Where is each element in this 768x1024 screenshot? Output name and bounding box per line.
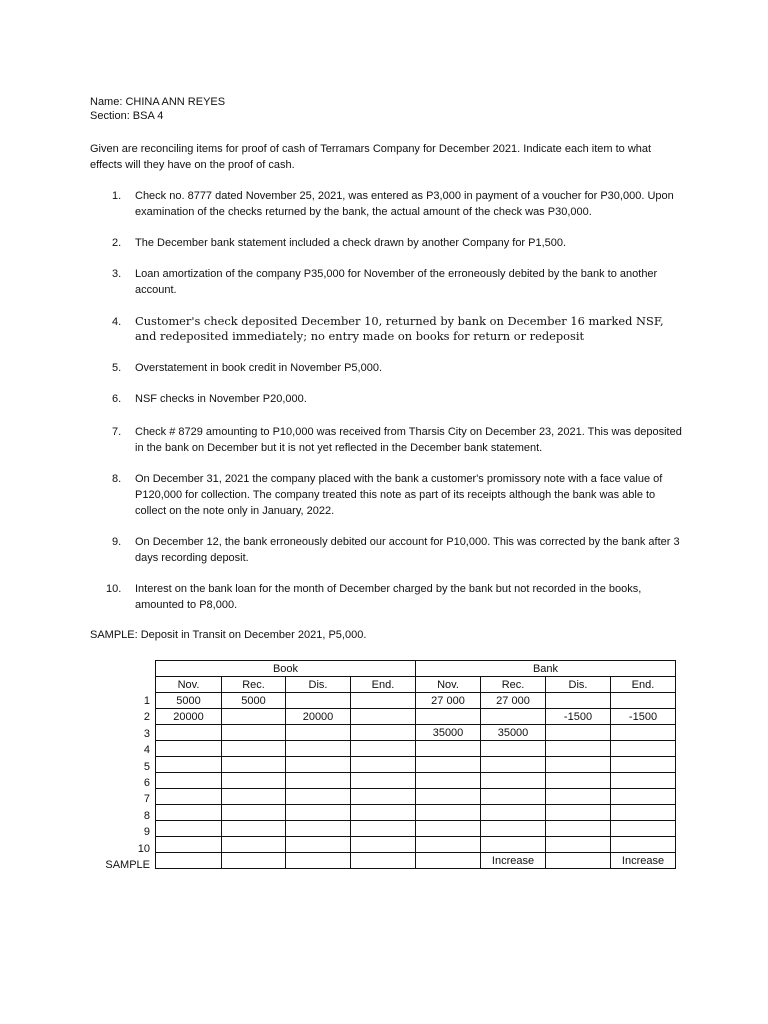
column-header: Rec.	[481, 677, 546, 693]
column-header: End.	[611, 677, 676, 693]
item-number: 7.	[112, 426, 122, 438]
list-item	[112, 235, 682, 251]
column-header-row	[156, 677, 676, 693]
row-label: 3	[143, 727, 150, 740]
item-number: 2.	[112, 237, 122, 249]
table-cell	[481, 709, 546, 725]
table-cell	[546, 837, 611, 853]
table-cell	[222, 789, 286, 805]
bank-header: Bank	[416, 661, 676, 677]
column-header: Nov.	[416, 677, 481, 693]
table-row	[156, 789, 676, 805]
table-row	[156, 805, 676, 821]
table-cell	[156, 853, 222, 869]
item-text: On December 31, 2021 the company placed with the bank a customer's promissory note with a face value of P120,000 for collection. The company treated this note as part of its receipts although the bank was able to collect on the note only in January, 2022.	[135, 473, 663, 517]
list-item	[112, 471, 682, 519]
table-cell	[156, 725, 222, 741]
table-cell	[351, 805, 416, 821]
table-cell	[416, 773, 481, 789]
table-cell	[156, 837, 222, 853]
table-cell	[286, 805, 351, 821]
table-cell	[222, 709, 286, 725]
table-cell	[286, 837, 351, 853]
table-cell	[481, 789, 546, 805]
table-cell	[481, 757, 546, 773]
table-cell	[546, 741, 611, 757]
table-row	[156, 693, 676, 709]
row-label: 2	[143, 711, 150, 724]
table-cell	[611, 741, 676, 757]
table-cell	[481, 821, 546, 837]
proof-of-cash-table	[155, 660, 676, 869]
row-label: 5	[143, 760, 150, 773]
column-header: Nov.	[156, 677, 222, 693]
item-text: The December bank statement included a check drawn by another Company for P1,500.	[135, 237, 567, 249]
table-row	[156, 821, 676, 837]
row-label: 4	[143, 744, 150, 757]
table-cell	[546, 805, 611, 821]
table-cell	[546, 853, 611, 869]
table-cell: -1500	[611, 709, 676, 725]
table-row	[156, 741, 676, 757]
table-cell	[222, 725, 286, 741]
table-cell	[481, 805, 546, 821]
table-cell: Increase	[611, 853, 676, 869]
row-label: 8	[143, 809, 150, 822]
column-header: Dis.	[546, 677, 611, 693]
student-name: Name: CHINA ANN REYES	[90, 96, 226, 108]
table-cell	[286, 773, 351, 789]
list-item	[112, 424, 682, 456]
table-cell: 20000	[286, 709, 351, 725]
table-cell	[546, 821, 611, 837]
row-label: 1	[143, 695, 150, 707]
item-text: Interest on the bank loan for the month of December charged by the bank but not recorded in the books, amounted to P8,000.	[135, 583, 642, 611]
table-row	[156, 757, 676, 773]
table-row	[156, 773, 676, 789]
item-number: 4.	[112, 316, 122, 328]
table-cell	[351, 709, 416, 725]
column-header: Dis.	[286, 677, 351, 693]
table-cell	[611, 821, 676, 837]
table-cell	[546, 725, 611, 741]
table-cell	[481, 837, 546, 853]
table-cell	[546, 693, 611, 709]
table-cell	[286, 741, 351, 757]
table-cell: 35000	[416, 725, 481, 741]
table-cell	[611, 837, 676, 853]
table-cell: 5000	[156, 693, 222, 709]
item-text: Customer's check deposited December 10, returned by bank on December 16 marked NSF, and redeposited immediately; no entry made on books for return or redeposit	[135, 314, 664, 343]
list-item	[112, 360, 682, 376]
table-row	[156, 837, 676, 853]
list-item	[112, 534, 682, 566]
row-label: 7	[143, 793, 150, 806]
item-number: 5.	[112, 362, 122, 374]
table-cell	[222, 757, 286, 773]
item-text: Check no. 8777 dated November 25, 2021, was entered as P3,000 in payment of a voucher for P30,000. Upon examination of the checks returned by the bank, the actual amount of the check was P30,000.	[135, 190, 674, 218]
table-cell	[286, 789, 351, 805]
table-cell	[156, 789, 222, 805]
table-cell	[156, 821, 222, 837]
table-cell	[611, 789, 676, 805]
item-text: On December 12, the bank erroneously debited our account for P10,000. This was corrected by the bank after 3 days recording deposit.	[135, 536, 680, 564]
table-cell: 20000	[156, 709, 222, 725]
table-cell	[546, 757, 611, 773]
table-cell	[611, 693, 676, 709]
table-row	[156, 709, 676, 725]
table-cell	[286, 821, 351, 837]
item-text: Overstatement in book credit in November P5,000.	[135, 362, 383, 374]
table-cell	[286, 725, 351, 741]
table-cell	[156, 805, 222, 821]
table-cell	[286, 693, 351, 709]
table-cell: 27 000	[416, 693, 481, 709]
column-header: Rec.	[222, 677, 286, 693]
row-label: 10	[137, 842, 150, 855]
row-label: SAMPLE	[105, 858, 150, 871]
item-number: 6.	[112, 393, 122, 405]
item-text: Loan amortization of the company P35,000 for November of the erroneously debited by the bank to another account.	[135, 268, 658, 296]
item-number: 3.	[112, 268, 122, 280]
table-cell	[156, 773, 222, 789]
table-cell	[351, 837, 416, 853]
table-cell	[351, 821, 416, 837]
table-cell: Increase	[481, 853, 546, 869]
list-item	[112, 314, 682, 344]
table-cell	[222, 837, 286, 853]
table-cell	[416, 853, 481, 869]
table-cell	[351, 773, 416, 789]
table-cell	[611, 773, 676, 789]
table-cell	[351, 741, 416, 757]
table-cell	[611, 805, 676, 821]
table-cell	[481, 741, 546, 757]
table-cell	[351, 693, 416, 709]
table-cell	[416, 837, 481, 853]
table-cell	[416, 757, 481, 773]
book-header: Book	[156, 661, 416, 677]
list-item	[112, 391, 682, 407]
item-text: Check # 8729 amounting to P10,000 was received from Tharsis City on December 23, 2021. This was deposited in the bank on December but it is not yet reflected in the December bank statement.	[135, 426, 682, 454]
item-number: 8.	[112, 473, 122, 485]
row-label: 6	[143, 776, 150, 789]
table-cell	[351, 725, 416, 741]
table-cell	[222, 821, 286, 837]
sample-label: SAMPLE: Deposit in Transit on December 2021, P5,000.	[90, 629, 367, 641]
table-cell	[222, 741, 286, 757]
instructions: Given are reconciling items for proof of cash of Terramars Company for December 2021. Indicate each item to what effects will they have on the proof of cash.	[90, 143, 652, 171]
table-cell	[286, 757, 351, 773]
table-cell	[222, 773, 286, 789]
table-cell	[351, 853, 416, 869]
table-cell	[351, 757, 416, 773]
table-cell	[416, 741, 481, 757]
table-cell	[156, 741, 222, 757]
item-text: NSF checks in November P20,000.	[135, 393, 307, 405]
item-number: 1.	[112, 190, 122, 202]
table-cell	[546, 773, 611, 789]
table-row	[156, 853, 676, 869]
table-cell	[156, 757, 222, 773]
table-cell	[481, 773, 546, 789]
table-cell	[611, 757, 676, 773]
list-item	[112, 266, 682, 298]
row-label: 9	[143, 826, 150, 839]
item-number: 10.	[106, 583, 122, 595]
list-item	[112, 188, 682, 220]
table-cell: 5000	[222, 693, 286, 709]
table-cell: 35000	[481, 725, 546, 741]
list-item	[106, 581, 682, 613]
table-row	[156, 725, 676, 741]
table-cell	[546, 789, 611, 805]
group-header-row	[156, 661, 676, 677]
table-cell: 27 000	[481, 693, 546, 709]
table-cell	[222, 853, 286, 869]
table-cell: -1500	[546, 709, 611, 725]
table-cell	[416, 789, 481, 805]
table-cell	[416, 709, 481, 725]
row-labels	[90, 693, 150, 873]
student-section: Section: BSA 4	[90, 110, 164, 122]
table-cell	[351, 789, 416, 805]
item-number: 9.	[112, 536, 122, 548]
column-header: End.	[351, 677, 416, 693]
table-cell	[416, 805, 481, 821]
table-cell	[222, 805, 286, 821]
table-cell	[416, 821, 481, 837]
table-cell	[611, 725, 676, 741]
table-cell	[286, 853, 351, 869]
